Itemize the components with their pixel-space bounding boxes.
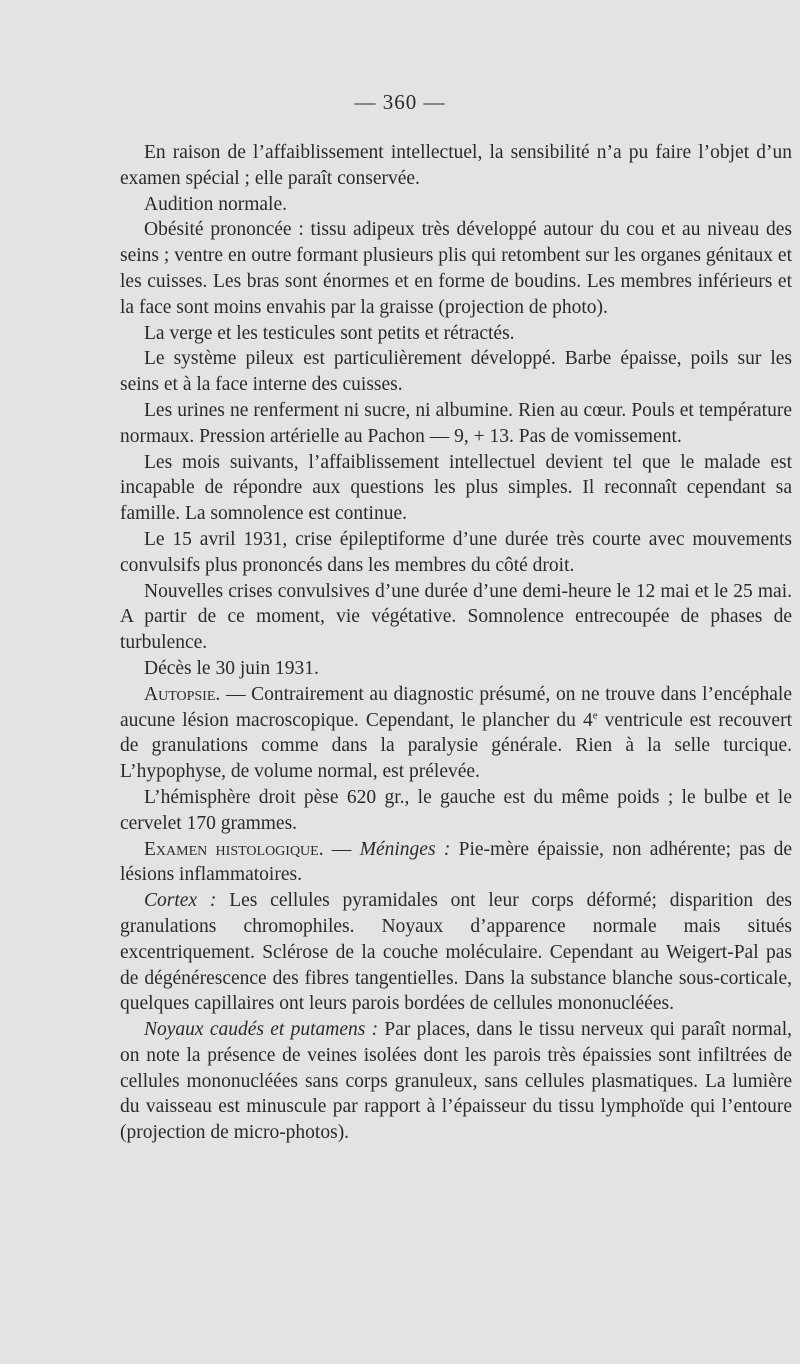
section-lead: Autopsie. bbox=[144, 683, 221, 705]
paragraph: Nouvelles crises convulsives d’une durée d’une demi-heure le 12 mai et le 25 mai. A partir de ce moment, vie végétative. Somnolence entrecoupée de phases de turbulence. bbox=[120, 580, 792, 654]
paragraph-autopsie: Autopsie. — Contrairement au diagnostic présumé, on ne trouve dans l’encéphale aucune lésion macroscopique. Cependant, le plancher du 4e ventricule est recouvert de granulations comme dans la paralysie générale. Rien à la selle turcique. L’hypophyse, de volume normal, est prélevée. bbox=[120, 683, 792, 783]
paragraph: En raison de l’affaiblissement intellectuel, la sensibilité n’a pu faire l’objet d’un examen spécial ; elle paraît conservée. bbox=[120, 142, 792, 189]
paragraph: Décès le 30 juin 1931. bbox=[144, 657, 319, 679]
subsection-lead: Noyaux caudés et putamens : bbox=[144, 1019, 379, 1041]
section-lead: Examen histologique. bbox=[144, 838, 324, 860]
paragraph: Audition normale. bbox=[144, 193, 287, 215]
subsection-lead: Méninges : bbox=[359, 838, 451, 860]
paragraph-examen: Examen histologique. — Méninges : Pie-mère épaissie, non adhérente; pas de lésions inflammatoires. bbox=[120, 838, 792, 886]
paragraph: Le système pileux est particulièrement développé. Barbe épaisse, poils sur les seins et à la face interne des cuisses. bbox=[120, 348, 792, 396]
subsection-lead: Cortex : bbox=[144, 890, 217, 912]
paragraph: La verge et les testicules sont petits et rétractés. bbox=[144, 322, 515, 344]
paragraph-noyaux: Noyaux caudés et putamens : Par places, dans le tissu nerveux qui paraît normal, on note la présence de veines isolées dont les parois très épaissies sont infiltrées de cellules mononucléées sans corps granuleux, sans cellules plasmatiques. La lumière du vaisseau est minuscule par rapport à l’épaisseur du tissu lymphoïde qui l’entoure (projection de micro-photos). bbox=[120, 1019, 793, 1144]
body-text bbox=[120, 140, 792, 1146]
paragraph: Obésité prononcée : tissu adipeux très développé autour du cou et au niveau des seins ; ventre en outre formant plusieurs plis qui retombent sur les organes génitaux et les cuisses. Les bras sont énormes et en forme de boudins. Les membres inférieurs et la face sont moins envahis par la graisse (projection de photo). bbox=[120, 219, 792, 318]
paragraph: Les urines ne renferment ni sucre, ni albumine. Rien au cœur. Pouls et température normaux. Pression artérielle au Pachon — 9, + 13. Pas de vomissement. bbox=[120, 399, 792, 447]
paragraph: Les mois suivants, l’affaiblissement intellectuel devient tel que le malade est incapable de répondre aux questions les plus simples. Il reconnaît cependant sa famille. La somnolence est continue. bbox=[120, 451, 792, 525]
paragraph-cortex: Cortex : Les cellules pyramidales ont leur corps déformé; disparition des granulations chromophiles. Noyaux d’apparence normale mais situés excentriquement. Sclérose de la couche moléculaire. Cependant au Weigert-Pal pas de dégénérescence des fibres tangentielles. Dans la substance blanche sous-corticale, quelques capillaires ont leurs parois bordées de cellules mononucléées. bbox=[120, 890, 792, 1015]
paragraph: Le 15 avril 1931, crise épileptiforme d’une durée très courte avec mouvements convulsifs plus prononcés dans les membres du côté droit. bbox=[120, 528, 792, 576]
paragraph: L’hémisphère droit pèse 620 gr., le gauche est du même poids ; le bulbe et le cervelet 170 grammes. bbox=[120, 786, 792, 834]
page-number: — 360 — bbox=[354, 90, 446, 114]
